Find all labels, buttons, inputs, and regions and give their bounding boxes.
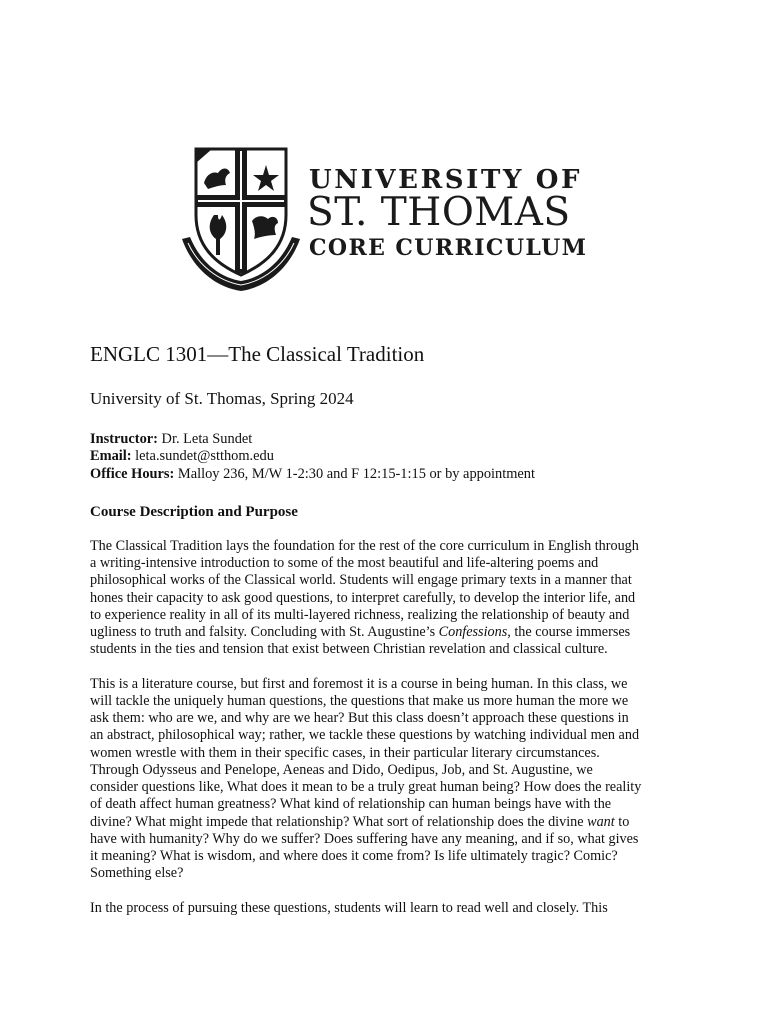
line-text: , the course immerses [507,624,631,641]
line-text: divine? What might impede that relationship? What sort of relationship does the divine [90,813,584,830]
wordmark-line-core-curriculum: CORE CURRICULUM [309,235,588,261]
line-text: to [614,813,630,830]
email-label: Email: [90,448,132,465]
section-heading: Course Description and Purpose [90,503,298,520]
line-text: ugliness to truth and falsity. Concluding with St. Augustine’s [90,624,439,641]
paragraph-line: have with humanity? Why do we suffer? Does suffering have any meaning, and if so, what gives [90,830,639,847]
paragraph-line: This is a literature course, but first and foremost it is a course in being human. In this class, we [90,675,628,692]
paragraph-course-description [90,538,680,659]
paragraph-line: In the process of pursuing these questions, students will learn to read well and closely. This [90,899,608,916]
italic-title: Confessions [438,624,508,641]
email-value: leta.sundet@stthom.edu [131,448,274,465]
paragraph-line: women wrestle with them in their specific cases, in their particular literary circumstances. [90,744,600,761]
university-logo [178,145,588,295]
wordmark-line-st-thomas: ST. THOMAS [307,190,571,235]
office-hours-row [90,466,690,483]
paragraph-being-human [90,676,680,883]
wordmark [309,163,599,263]
paragraph-line: students in the ties and tension that exist between Christian revelation and classical culture. [90,641,608,658]
paragraph-line: ask them: who are we, and why are we hear? But this class doesn’t approach these questions in [90,710,629,727]
instructor-info [90,431,690,483]
paragraph-line: of death affect human greatness? What kind of relationship can human beings have with the [90,796,612,813]
paragraph-line: Through Odysseus and Penelope, Aeneas and Dido, Oedipus, Job, and St. Augustine, we [90,761,593,778]
paragraph-process [90,900,680,917]
paragraph-line: it meaning? What is wisdom, and where does it come from? Is life ultimately tragic? Comic? [90,848,618,865]
paragraph-line: will tackle the uniquely human questions, the questions that make us more human the more we [90,692,629,709]
paragraph-line: a writing-intensive introduction to some of the most beautiful and life-altering poems and [90,555,599,572]
office-hours-value: Malloy 236, M/W 1-2:30 and F 12:15-1:15 or by appointment [174,465,536,482]
instructor-label: Instructor: [90,431,158,447]
paragraph-line: Something else? [90,865,184,882]
paragraph-line [90,814,680,831]
instructor-row [90,431,690,448]
paragraph-line: philosophical works of the Classical world. Students will engage primary texts in a manner that [90,572,632,589]
email-row [90,448,690,465]
paragraph-line: hones their capacity to ask good questions, to interpret carefully, to develop the interior life, and [90,589,636,606]
paragraph-line: to experience reality in all of its multi-layered richness, realizing the relationship of beauty and [90,606,630,623]
paragraph-line: an abstract, philosophical way; rather, we tackle these questions by watching individual men and [90,727,640,744]
document-body [90,340,690,917]
instructor-value: Dr. Leta Sundet [157,431,253,447]
wordmark-line-university-of: UNIVERSITY OF [309,165,583,195]
paragraph-line [90,624,680,641]
course-title: ENGLC 1301—The Classical Tradition [90,342,425,366]
italic-word: want [587,813,615,830]
paragraph-line: The Classical Tradition lays the foundation for the rest of the core curriculum in English through [90,537,639,554]
paragraph-line: consider questions like, What does it mean to be a truly great human being? How does the reality [90,779,642,796]
crest-icon [178,145,304,295]
office-hours-label: Office Hours: [90,465,175,482]
course-subtitle: University of St. Thomas, Spring 2024 [90,389,354,408]
